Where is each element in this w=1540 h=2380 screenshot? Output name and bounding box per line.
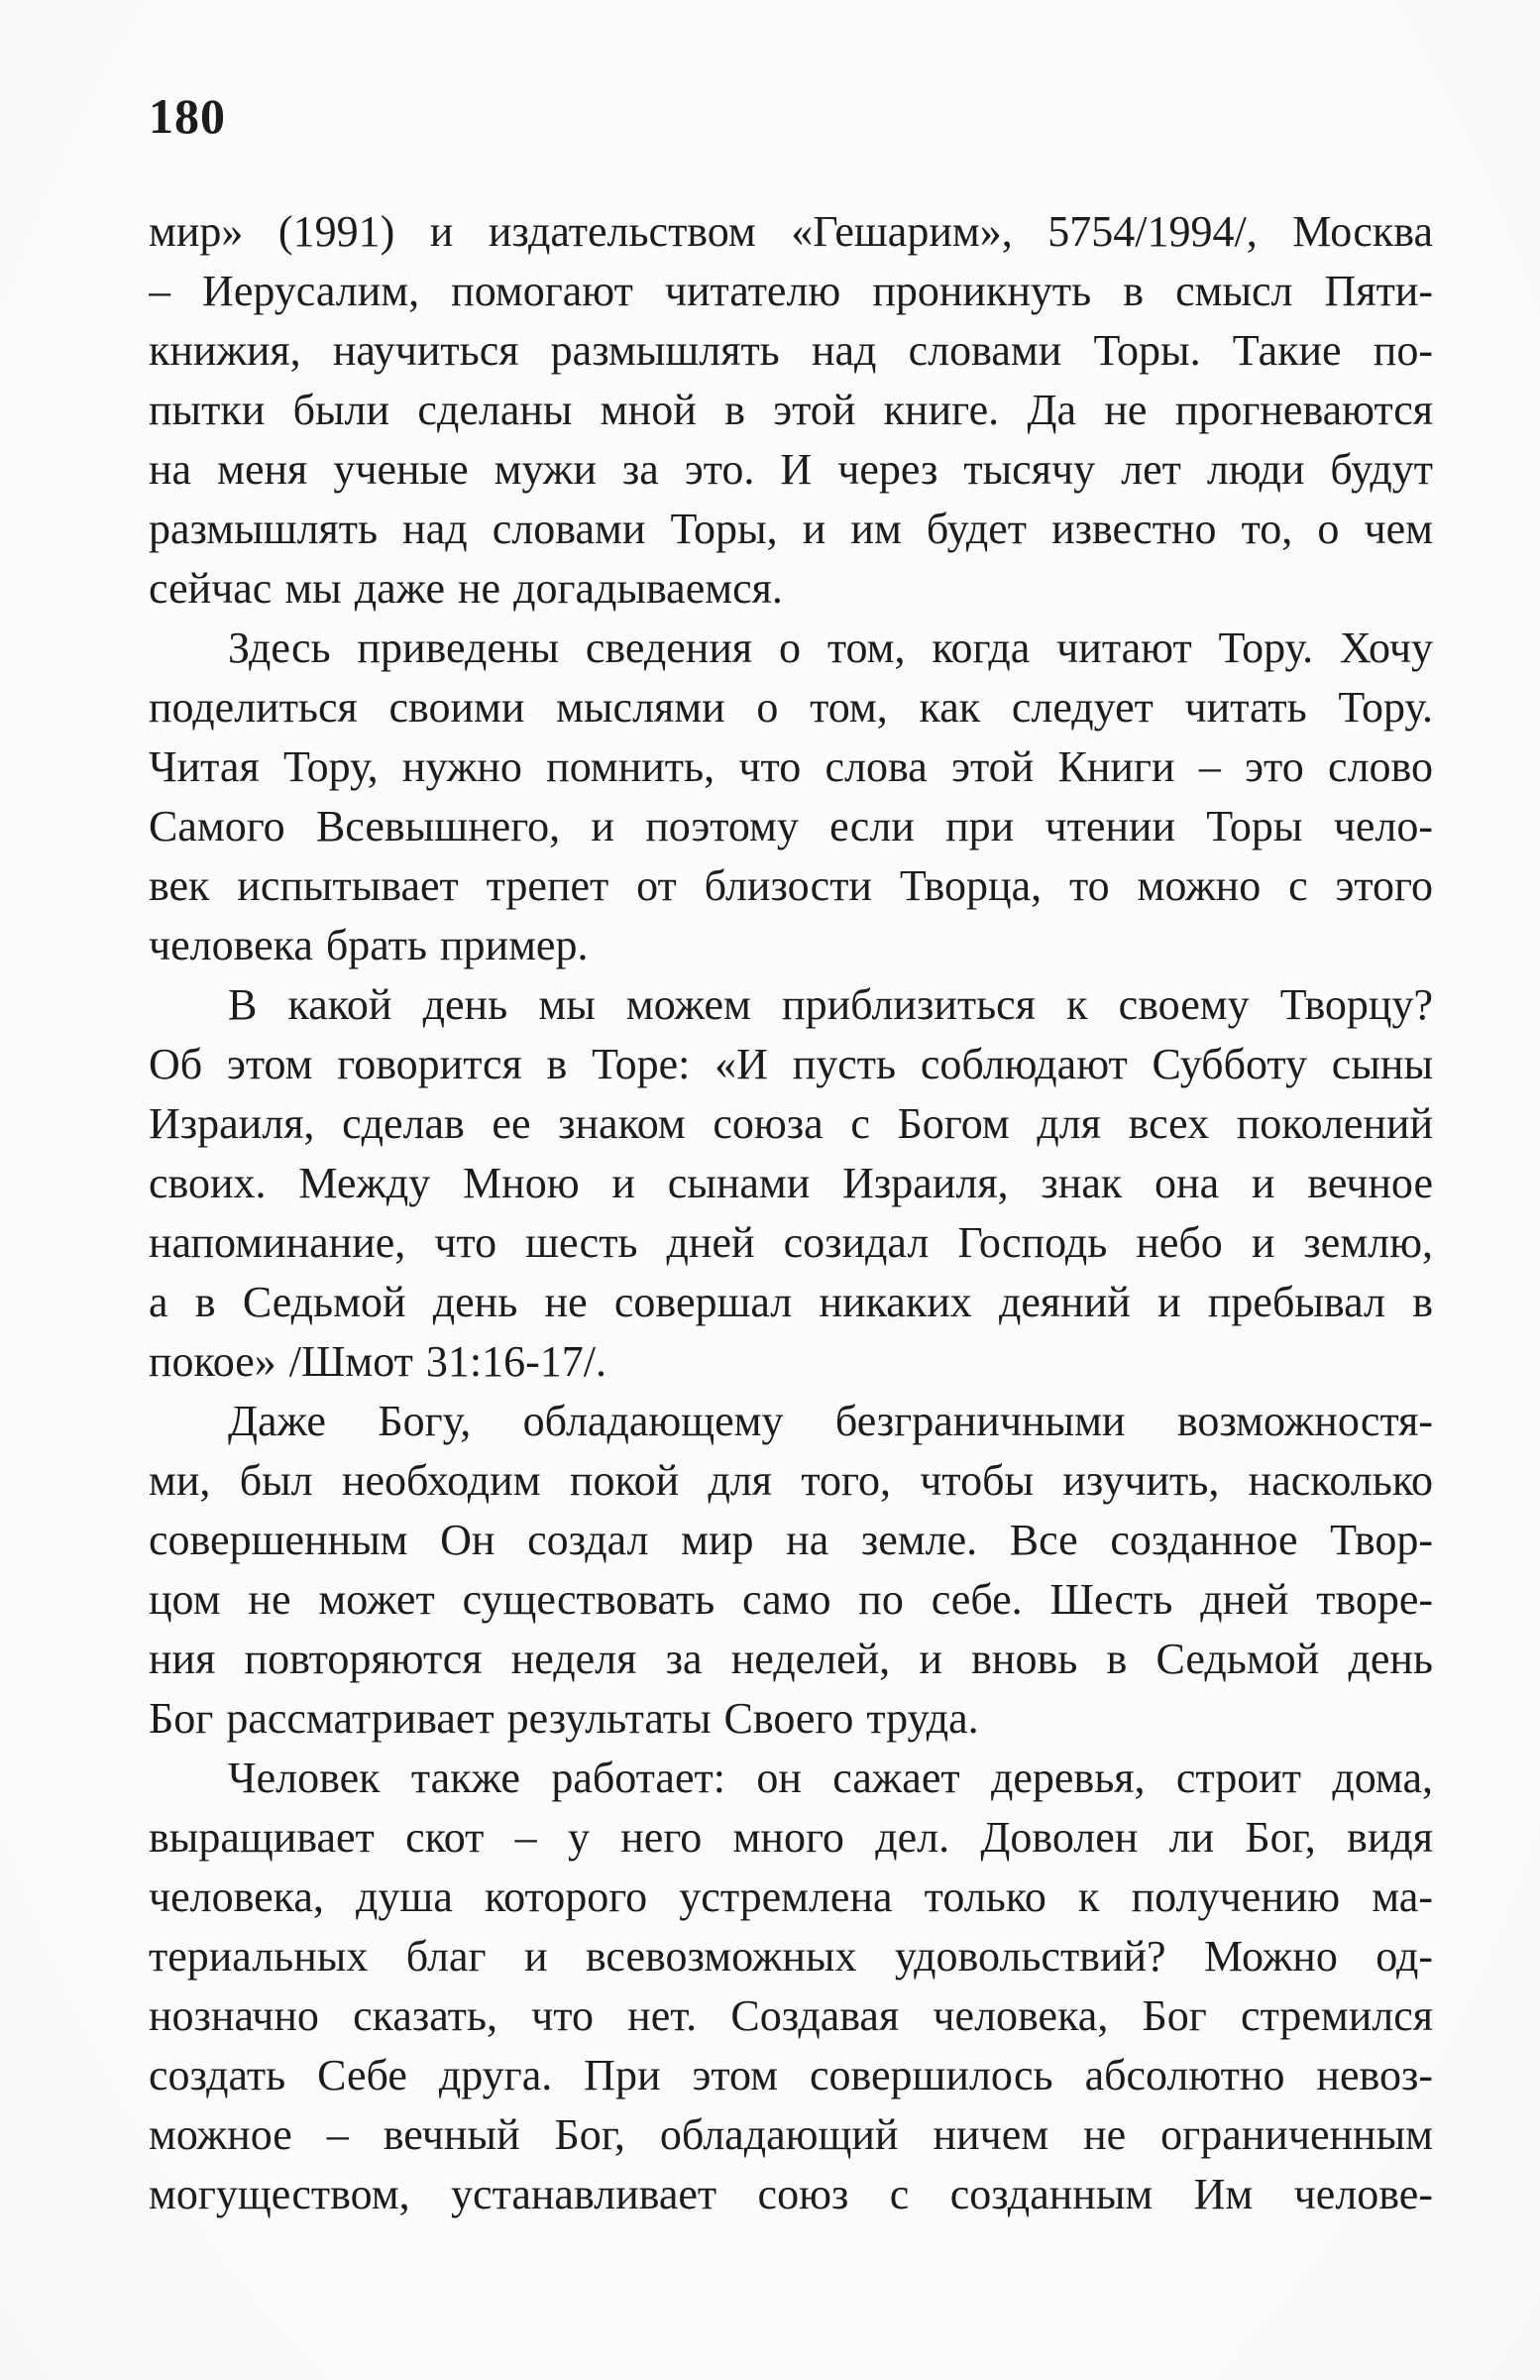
page-number: 180: [149, 88, 226, 144]
text-line: нозначно сказать, что нет. Создавая человека, Бог стремился: [149, 1991, 1433, 2040]
paragraph: [149, 619, 1433, 975]
text-line: мир» (1991) и издательством «Гешарим», 5754/1994/, Москва: [149, 207, 1433, 256]
text-line: Здесь приведены сведения о том, когда читают Тору. Хочу: [228, 623, 1433, 672]
text-line: Даже Богу, обладающему безграничными возможностя-: [228, 1397, 1433, 1445]
text-line: ми, был необходим покой для того, чтобы изучить, насколько: [149, 1456, 1433, 1505]
text-line: своих. Между Мною и сынами Израиля, знак она и вечное: [149, 1159, 1433, 1207]
text-line: Израиля, сделав ее знаком союза с Богом для всех поколений: [149, 1099, 1433, 1148]
text-line: на меня ученые мужи за это. И через тысячу лет люди будут: [149, 445, 1433, 494]
text-line: териальных благ и всевозможных удовольствий? Можно од-: [149, 1932, 1433, 1981]
text-line: покое» /Шмот 31:16-17/.: [149, 1337, 606, 1386]
paragraph: [149, 202, 1433, 619]
text-line: напоминание, что шесть дней созидал Господь небо и землю,: [149, 1218, 1433, 1267]
text-line: человека брать пример.: [149, 921, 589, 969]
text-line: Бог рассматривает результаты Своего труда.: [149, 1694, 979, 1743]
text-line: век испытывает трепет от близости Творца, то можно с этого: [149, 861, 1433, 910]
text-line: – Иерусалим, помогают читателю проникнуть в смысл Пяти-: [149, 267, 1433, 315]
text-line: могуществом, устанавливает союз с созданным Им челове-: [149, 2170, 1433, 2218]
text-line: Об этом говорится в Торе: «И пусть соблюдают Субботу сыны: [149, 1040, 1433, 1088]
text-line: ния повторяются неделя за неделей, и вновь в Седьмой день: [149, 1635, 1433, 1683]
text-line: книжия, научиться размышлять над словами Торы. Такие по-: [149, 326, 1433, 375]
text-line: Самого Всевышнего, и поэтому если при чтении Торы чело-: [149, 802, 1433, 850]
text-line: пытки были сделаны мной в этой книге. Да не прогневаются: [149, 386, 1433, 434]
text-line: выращивает скот – у него много дел. Доволен ли Бог, видя: [149, 1813, 1433, 1862]
text-line: а в Седьмой день не совершал никаких деяний и пребывал в: [149, 1278, 1433, 1326]
text-line: размышлять над словами Торы, и им будет известно то, о чем: [149, 505, 1433, 553]
text-line: создать Себе друга. При этом совершилось абсолютно невоз-: [149, 2051, 1433, 2099]
body-text: [149, 202, 1433, 2224]
text-line: поделиться своими мыслями о том, как следует читать Тору.: [149, 683, 1433, 732]
text-line: В какой день мы можем приблизиться к своему Творцу?: [228, 980, 1433, 1029]
text-line: сейчас мы даже не догадываемся.: [149, 564, 783, 613]
paragraph: [149, 975, 1433, 1392]
text-line: цом не может существовать само по себе. Шесть дней творе-: [149, 1575, 1433, 1624]
text-line: можное – вечный Бог, обладающий ничем не ограниченным: [149, 2110, 1433, 2159]
text-line: Читая Тору, нужно помнить, что слова этой Книги – это слово: [149, 742, 1433, 791]
paragraph: [149, 1392, 1433, 1749]
text-line: Человек также работает: он сажает деревья, строит дома,: [228, 1754, 1433, 1802]
text-line: совершенным Он создал мир на земле. Все созданное Твор-: [149, 1516, 1433, 1564]
paragraph: [149, 1749, 1433, 2224]
text-line: человека, душа которого устремлена только к получению ма-: [149, 1872, 1433, 1921]
